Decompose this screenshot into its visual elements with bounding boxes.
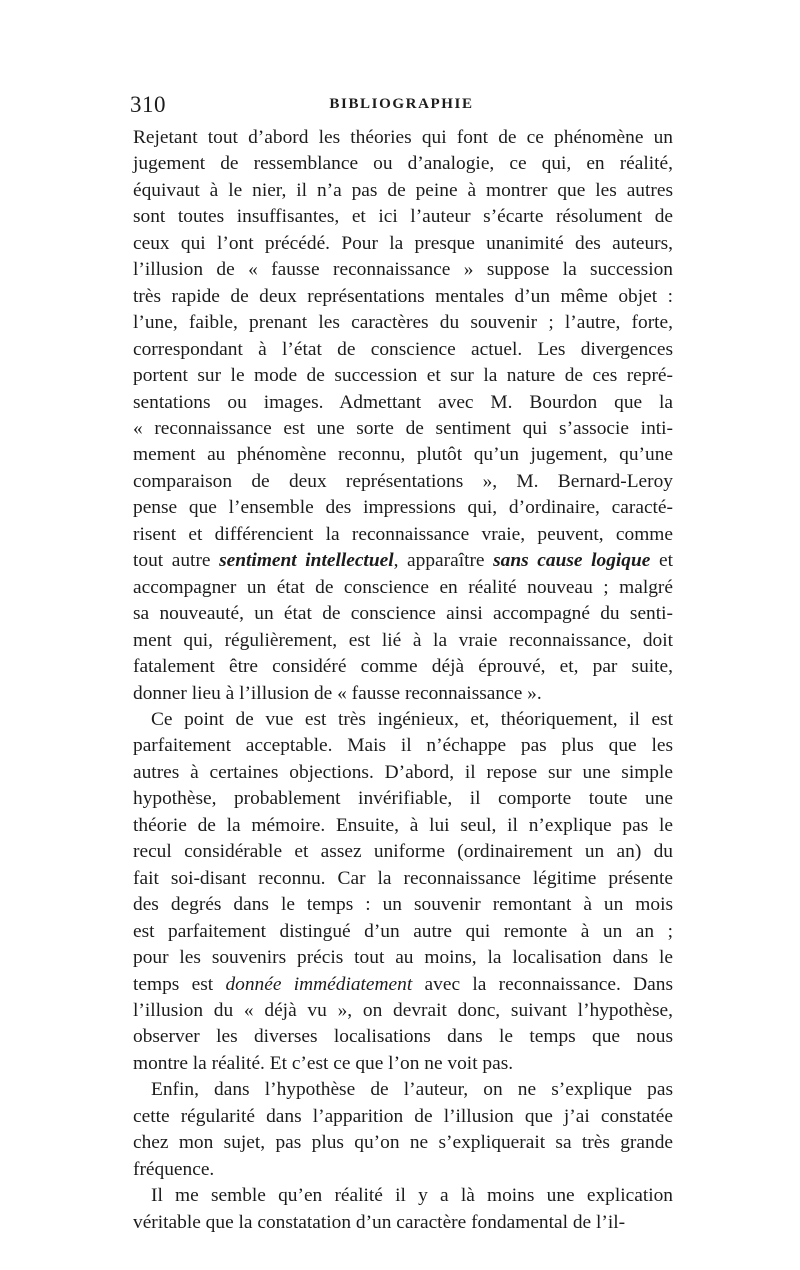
text-line bbox=[133, 390, 673, 416]
text-segment: hypothèse, probablement invérifiable, il comporte toute une bbox=[133, 788, 673, 810]
text-line bbox=[133, 257, 673, 283]
italic-phrase: sentiment intellectuel bbox=[219, 550, 394, 572]
text-segment: tout autre bbox=[133, 550, 220, 572]
running-head: BIBLIOGRAPHIE bbox=[329, 96, 474, 112]
text-line bbox=[133, 733, 673, 759]
text-line bbox=[133, 469, 673, 495]
text-segment: mement au phénomène reconnu, plutôt qu’un jugement, qu’une bbox=[133, 444, 673, 466]
text-line bbox=[133, 1130, 673, 1156]
text-segment: Ce point de vue est très ingénieux, et, théoriquement, il est bbox=[151, 708, 673, 730]
text-segment: sentations ou images. Admettant avec M. Bourdon que la bbox=[133, 391, 673, 413]
text-segment: sont toutes insuffisantes, et ici l’auteur s’écarte résolument de bbox=[133, 206, 673, 228]
text-segment: ceux qui l’ont précédé. Pour la presque unanimité des auteurs, bbox=[133, 232, 673, 254]
text-line bbox=[133, 337, 673, 363]
text-segment: , apparaître bbox=[393, 550, 494, 572]
text-segment: véritable que la constatation d’un caractère fondamental de l’il- bbox=[133, 1211, 626, 1233]
text-line bbox=[133, 786, 673, 812]
text-line bbox=[133, 1157, 673, 1183]
text-segment: ment qui, régulièrement, est lié à la vraie reconnaissance, doit bbox=[133, 629, 673, 651]
page-number: 310 bbox=[130, 92, 166, 117]
text-line bbox=[133, 363, 673, 389]
text-line bbox=[133, 284, 673, 310]
text-segment: recul considérable et assez uniforme (ordinairement un an) du bbox=[133, 841, 673, 863]
italic-phrase: donnée immédiatement bbox=[225, 973, 413, 995]
page-header bbox=[130, 92, 673, 122]
text-segment: des degrés dans le temps : un souvenir remontant à un mois bbox=[133, 894, 673, 916]
text-segment: accompagner un état de conscience en réalité nouveau ; malgré bbox=[133, 576, 673, 598]
text-segment: l’illusion de « fausse reconnaissance » suppose la succession bbox=[133, 259, 673, 281]
text-segment: jugement de ressemblance ou d’analogie, ce qui, en réalité, bbox=[133, 153, 673, 175]
text-line bbox=[133, 1077, 673, 1103]
text-segment: donner lieu à l’illusion de « fausse reconnaissance ». bbox=[133, 682, 542, 704]
text-line bbox=[133, 892, 673, 918]
text-line bbox=[133, 919, 673, 945]
text-segment: théorie de la mémoire. Ensuite, à lui seul, il n’explique pas le bbox=[133, 814, 673, 836]
text-segment: correspondant à l’état de conscience actuel. Les divergences bbox=[133, 338, 673, 360]
text-line bbox=[133, 204, 673, 230]
text-line bbox=[133, 628, 673, 654]
text-segment: observer les diverses localisations dans le temps que nous bbox=[133, 1026, 673, 1048]
text-segment: Il me semble qu’en réalité il y a là moins une explication bbox=[151, 1185, 673, 1207]
text-line bbox=[133, 972, 673, 998]
text-segment: montre la réalité. Et c’est ce que l’on ne voit pas. bbox=[133, 1052, 514, 1074]
text-segment: l’une, faible, prenant les caractères du souvenir ; l’autre, forte, bbox=[133, 312, 673, 334]
italic-phrase: sans cause logique bbox=[493, 550, 651, 572]
text-line bbox=[133, 1183, 673, 1209]
text-line bbox=[133, 1210, 673, 1236]
text-segment: Enfin, dans l’hypothèse de l’auteur, on ne s’explique pas bbox=[151, 1079, 673, 1101]
text-segment: fatalement être considéré comme déjà éprouvé, et, par suite, bbox=[133, 656, 673, 678]
text-line bbox=[133, 998, 673, 1024]
text-segment: et bbox=[650, 550, 673, 572]
text-segment: portent sur le mode de succession et sur la nature de ces repré- bbox=[133, 365, 673, 387]
text-segment: avec la reconnaissance. Dans bbox=[412, 973, 673, 995]
text-line bbox=[133, 1051, 673, 1077]
text-line bbox=[133, 495, 673, 521]
text-line bbox=[133, 601, 673, 627]
text-segment: cette régularité dans l’apparition de l’illusion que j’ai constatée bbox=[133, 1105, 673, 1127]
text-segment: équivaut à le nier, il n’a pas de peine à montrer que les autres bbox=[133, 179, 673, 201]
text-line bbox=[133, 654, 673, 680]
text-line bbox=[133, 945, 673, 971]
text-segment: pense que l’ensemble des impressions qui, d’ordinaire, caracté- bbox=[133, 497, 673, 519]
text-segment: risent et différencient la reconnaissance vraie, peuvent, comme bbox=[133, 523, 673, 545]
text-segment: parfaitement acceptable. Mais il n’échappe pas plus que les bbox=[133, 735, 673, 757]
text-line bbox=[133, 760, 673, 786]
text-segment: pour les souvenirs précis tout au moins, la localisation dans le bbox=[133, 947, 673, 969]
text-line bbox=[133, 839, 673, 865]
text-segment: « reconnaissance est une sorte de sentiment qui s’associe inti- bbox=[133, 417, 673, 439]
text-segment: l’illusion du « déjà vu », on devrait donc, suivant l’hypothèse, bbox=[133, 999, 673, 1021]
text-line bbox=[133, 575, 673, 601]
text-segment: comparaison de deux représentations », M. Bernard-Leroy bbox=[133, 470, 673, 492]
text-segment: est parfaitement distingué d’un autre qui remonte à un an ; bbox=[133, 920, 673, 942]
text-segment: chez mon sujet, pas plus qu’on ne s’expliquerait sa très grande bbox=[133, 1132, 673, 1154]
text-line bbox=[133, 813, 673, 839]
text-segment: sa nouveauté, un état de conscience ainsi accompagné du senti- bbox=[133, 603, 673, 625]
text-line bbox=[133, 1024, 673, 1050]
text-line bbox=[133, 442, 673, 468]
text-segment: temps est bbox=[133, 973, 226, 995]
text-line bbox=[133, 866, 673, 892]
text-line bbox=[133, 707, 673, 733]
text-line bbox=[133, 522, 673, 548]
text-segment: autres à certaines objections. D’abord, il repose sur une simple bbox=[133, 761, 673, 783]
text-line bbox=[133, 231, 673, 257]
text-segment: Rejetant tout d’abord les théories qui font de ce phénomène un bbox=[133, 127, 673, 148]
text-line bbox=[133, 681, 673, 707]
text-segment: très rapide de deux représentations mentales d’un même objet : bbox=[133, 285, 673, 307]
text-line bbox=[133, 548, 673, 574]
text-line bbox=[133, 1104, 673, 1130]
text-line bbox=[133, 178, 673, 204]
text-line bbox=[133, 125, 673, 151]
text-segment: fréquence. bbox=[133, 1158, 215, 1180]
text-line bbox=[133, 151, 673, 177]
body-text bbox=[133, 125, 673, 1236]
text-line bbox=[133, 310, 673, 336]
text-line bbox=[133, 416, 673, 442]
text-segment: fait soi-disant reconnu. Car la reconnaissance légitime présente bbox=[133, 867, 673, 889]
